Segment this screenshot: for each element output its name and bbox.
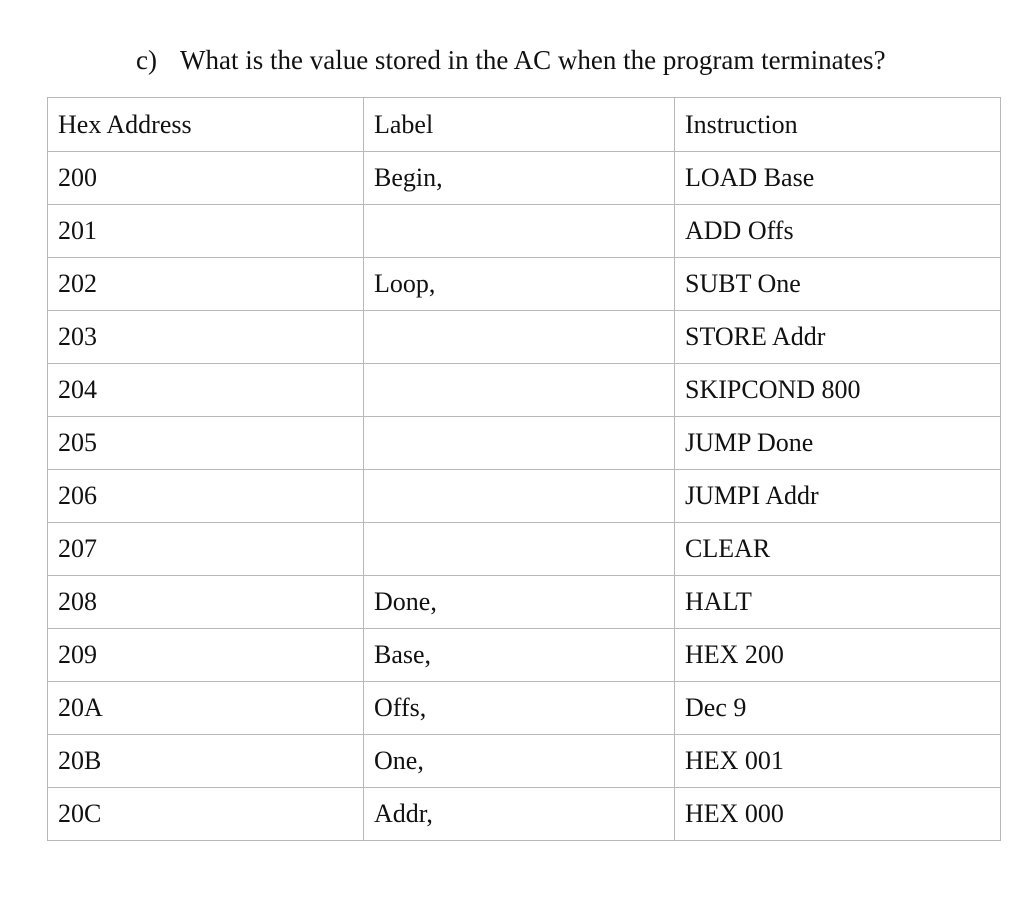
cell-instruction: HEX 200 [675,629,1001,682]
table-row [48,735,1001,788]
header-instruction: Instruction [675,98,1001,152]
cell-hex-address: 206 [48,470,364,523]
cell-hex-address: 20B [48,735,364,788]
cell-instruction: LOAD Base [675,152,1001,205]
table-row [48,205,1001,258]
cell-label [364,523,675,576]
table-row [48,152,1001,205]
cell-label: Offs, [364,682,675,735]
cell-instruction: HALT [675,576,1001,629]
cell-instruction: CLEAR [675,523,1001,576]
cell-instruction: SUBT One [675,258,1001,311]
cell-hex-address: 200 [48,152,364,205]
cell-instruction: HEX 001 [675,735,1001,788]
cell-instruction: SKIPCOND 800 [675,364,1001,417]
cell-label [364,417,675,470]
cell-hex-address: 202 [48,258,364,311]
table-row [48,576,1001,629]
cell-hex-address: 20C [48,788,364,841]
question [136,40,886,80]
table-row [48,258,1001,311]
cell-instruction: JUMP Done [675,417,1001,470]
question-marker: c) [136,45,157,75]
cell-instruction: HEX 000 [675,788,1001,841]
cell-hex-address: 207 [48,523,364,576]
table-row [48,364,1001,417]
table-row [48,629,1001,682]
cell-label [364,470,675,523]
table-header-row [48,98,1001,152]
cell-hex-address: 204 [48,364,364,417]
header-hex-address: Hex Address [48,98,364,152]
cell-label [364,364,675,417]
cell-hex-address: 205 [48,417,364,470]
cell-label: One, [364,735,675,788]
cell-label [364,311,675,364]
cell-label: Base, [364,629,675,682]
program-table [47,97,1001,841]
cell-hex-address: 208 [48,576,364,629]
cell-label: Addr, [364,788,675,841]
cell-label [364,205,675,258]
cell-label: Done, [364,576,675,629]
table-row [48,417,1001,470]
question-text: What is the value stored in the AC when the program terminates? [180,45,886,75]
cell-hex-address: 203 [48,311,364,364]
cell-hex-address: 209 [48,629,364,682]
table-row [48,682,1001,735]
cell-instruction: JUMPI Addr [675,470,1001,523]
cell-hex-address: 20A [48,682,364,735]
cell-label: Loop, [364,258,675,311]
cell-hex-address: 201 [48,205,364,258]
cell-label: Begin, [364,152,675,205]
cell-instruction: Dec 9 [675,682,1001,735]
table-row [48,311,1001,364]
table-row [48,788,1001,841]
cell-instruction: STORE Addr [675,311,1001,364]
cell-instruction: ADD Offs [675,205,1001,258]
table-row [48,470,1001,523]
table-row [48,523,1001,576]
header-label: Label [364,98,675,152]
